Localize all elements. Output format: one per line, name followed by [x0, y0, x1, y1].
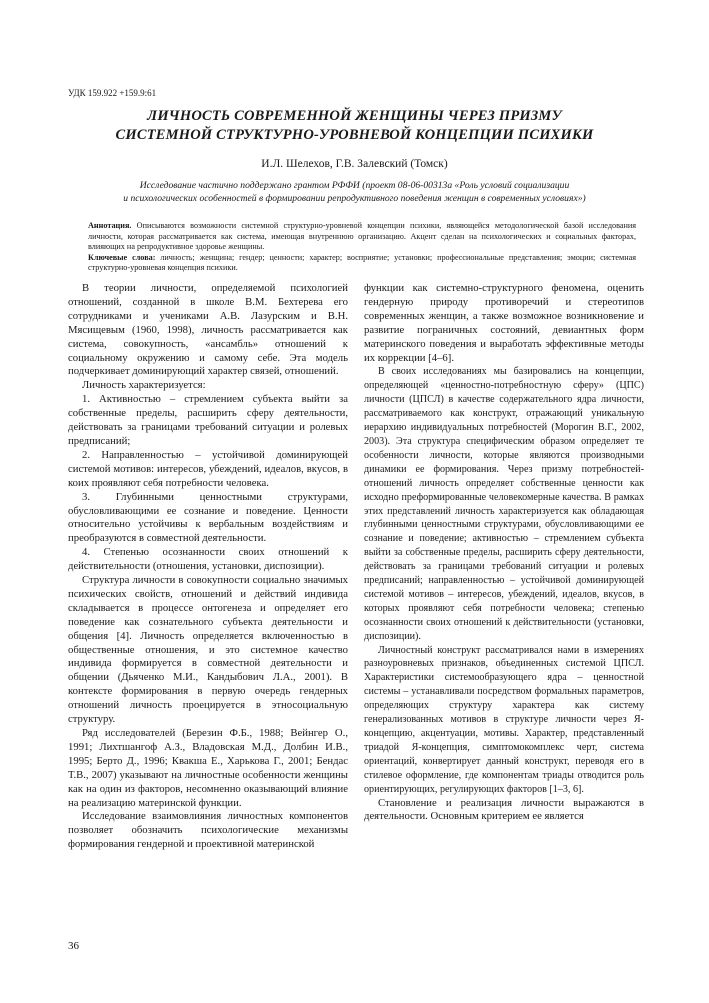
- keywords-label: Ключевые слова:: [88, 252, 156, 262]
- abstract-text: Описываются возможности системной структурно-уровневой концепции психики, являющейся методологической базой исследования личности, которая рассматривается как система, имеющая внутреннюю организацию. Акцент сделан на психологических и социальных факторах, влияющих на репродуктивное здоровье женщины.: [88, 221, 636, 252]
- paragraph: Личностный конструкт рассматривался нами в измерениях разноуровневых признаков, объединенных системой ЦПСЛ. Характеристики системообразующего ядра – ценностной системы – устанавливали посредством формальных параметров, определяющих структуру характера как систему генерализованных мотивов в структуре личности через Я-концепцию, акцентуации, мотивы. Характер, представленный триадой Я-концепция, симптомокомплекс черт, система ориентаций, конвертирует данный конструкт, переводя его в стилевое оформление, где компонентам триады отводится роль ориентирующих, регулирующих факторов [1–3, 6].: [364, 644, 644, 795]
- paragraph: Ряд исследователей (Березин Ф.Б., 1988; Вейнгер О., 1991; Лихтшангоф А.З., Владовская М.Д., Долбин И.В., 1995; Берто Д., 1996; Квакша Е., Харькова Г., 2001; Бендас Т.В., 2007) указывают на личностные особенности женщины как на один из факторов, несомненно оказывающий влияние на реализацию материнской функции.: [68, 727, 348, 809]
- article-authors: И.Л. Шелехов, Г.В. Залевский (Томск): [261, 158, 448, 170]
- paragraph: 4. Степенью осознанности своих отношений к действительности (отношения, установки, диспозиции).: [68, 546, 348, 573]
- abstract-block: [88, 221, 636, 274]
- paragraph: функции как системно-структурного феномена, оценить гендерную природу противоречий и стереотипов современных женщин, а также возможное возникновение и развитие пограничных состояний, девиантных форм материнского поведения и выработать эффективные методы их коррекции [4–6].: [364, 282, 644, 364]
- paragraph: Личность характеризуется:: [82, 379, 206, 392]
- grant-note-line-1: Исследование частично поддержано грантом РФФИ (проект 08-06-00313а «Роль условий социализации: [139, 180, 570, 191]
- paragraph: 3. Глубинными ценностными структурами, обусловливающими ее сознание и поведение. Ценности относительно устойчивы к вербальным воздействиям и преобразуются в совместной деятельности.: [68, 490, 348, 545]
- page-number: 36: [68, 940, 79, 952]
- keywords-text: личность; женщина; гендер; ценности; характер; восприятие; установки; профессиональные представления; эмоции; системная структурно-уровневая концепция психики.: [88, 252, 636, 273]
- abstract-label: Аннотация.: [88, 221, 132, 230]
- left-column: [68, 282, 348, 852]
- paragraph: Структура личности в совокупности социально значимых психических свойств, отношений и действий индивида складывается в процессе онтогенеза и определяет его поведение как сознательного субъекта деятельности и общения [4]. Личность определяется включенностью в общественные отношения, и это системное качество индивида формируется в совместной деятельности и общении (Дьяченко М.И., Кандыбович Л.А., 2001). В контексте формирования в первую очередь гендерных отношений личность проецируется в этносоциальную структуру.: [68, 574, 348, 726]
- grant-note: [80, 180, 629, 205]
- abstract: [88, 221, 636, 253]
- article-title-line-2: СИСТЕМНОЙ СТРУКТУРНО-УРОВНЕВОЙ КОНЦЕПЦИИ ПСИХИКИ: [115, 127, 594, 143]
- paragraph: Исследование взаимовлияния личностных компонентов позволяет обозначить психологические механизмы формирования гендерной и проективной материнской: [68, 810, 348, 851]
- paragraph: 2. Направленностью – устойчивой доминирующей системой мотивов: интересов, убеждений, идеалов, вкусов, в коих проявляют себя потребности человека.: [68, 448, 348, 489]
- paragraph: В теории личности, определяемой психологией отношений, созданной в школе В.М. Бехтерева его сотрудниками и учениками А.В. Лазурским и В.Н. Мясищевым (1960, 1998), личность рассматривается как система, совокупность, «ансамбль» отношений к социальному окружению и самому себе. Эта модель подчеркивает доминирующий характер связей, отношений.: [68, 282, 348, 378]
- paragraph: Становление и реализация личности выражаются в деятельности. Основным критерием ее является: [364, 796, 644, 823]
- article-title-line-1: ЛИЧНОСТЬ СОВРЕМЕННОЙ ЖЕНЩИНЫ ЧЕРЕЗ ПРИЗМУ: [147, 108, 562, 124]
- article-title: [60, 107, 649, 145]
- right-column: [364, 282, 644, 824]
- keywords: [88, 253, 636, 274]
- udk-code: УДК 159.922 +159.9:61: [68, 88, 157, 98]
- grant-note-line-2: и психологических особенностей в формировании репродуктивного поведения женщин в современных условиях»): [123, 192, 586, 204]
- paragraph: 1. Активностью – стремлением субъекта выйти за собственные пределы, расширить сферу деятельности, действовать за границами требований ситуации и ролевых предписаний;: [68, 393, 348, 447]
- paragraph: В своих исследованиях мы базировались на концепции, определяющей «ценностно-потребностную сферу» (ЦПС) личности (ЦПСЛ) в качестве содержательного ядра личности, рассматриваемого как конструкт, отражающий уникальную иерархию индивидуальных потребностей (Морогин В.Г., 2002, 2003). Эта структура специфическим образом определяет те особенности личности, которые являются производными динамики ее формирования. Через призму потребностей-отношений личность определяет собственные ценности как исходно преформированные человекомерные качества. В рамках этих представлений личность характеризуется как обладающая глубинными ценностными структурами, обусловливающими ее сознание и поведение; активностью – стремлением субъекта выйти за собственные пределы, расширить сферу деятельности, действовать за границами требований ситуации и ролевых предписаний; направленностью – устойчивой доминирующей системой мотивов – интересов, убеждений, идеалов, вкусов, в которых проявляют себя потребности человека; степенью осознанности своих отношений к действительности (установки, диспозиции).: [364, 366, 644, 642]
